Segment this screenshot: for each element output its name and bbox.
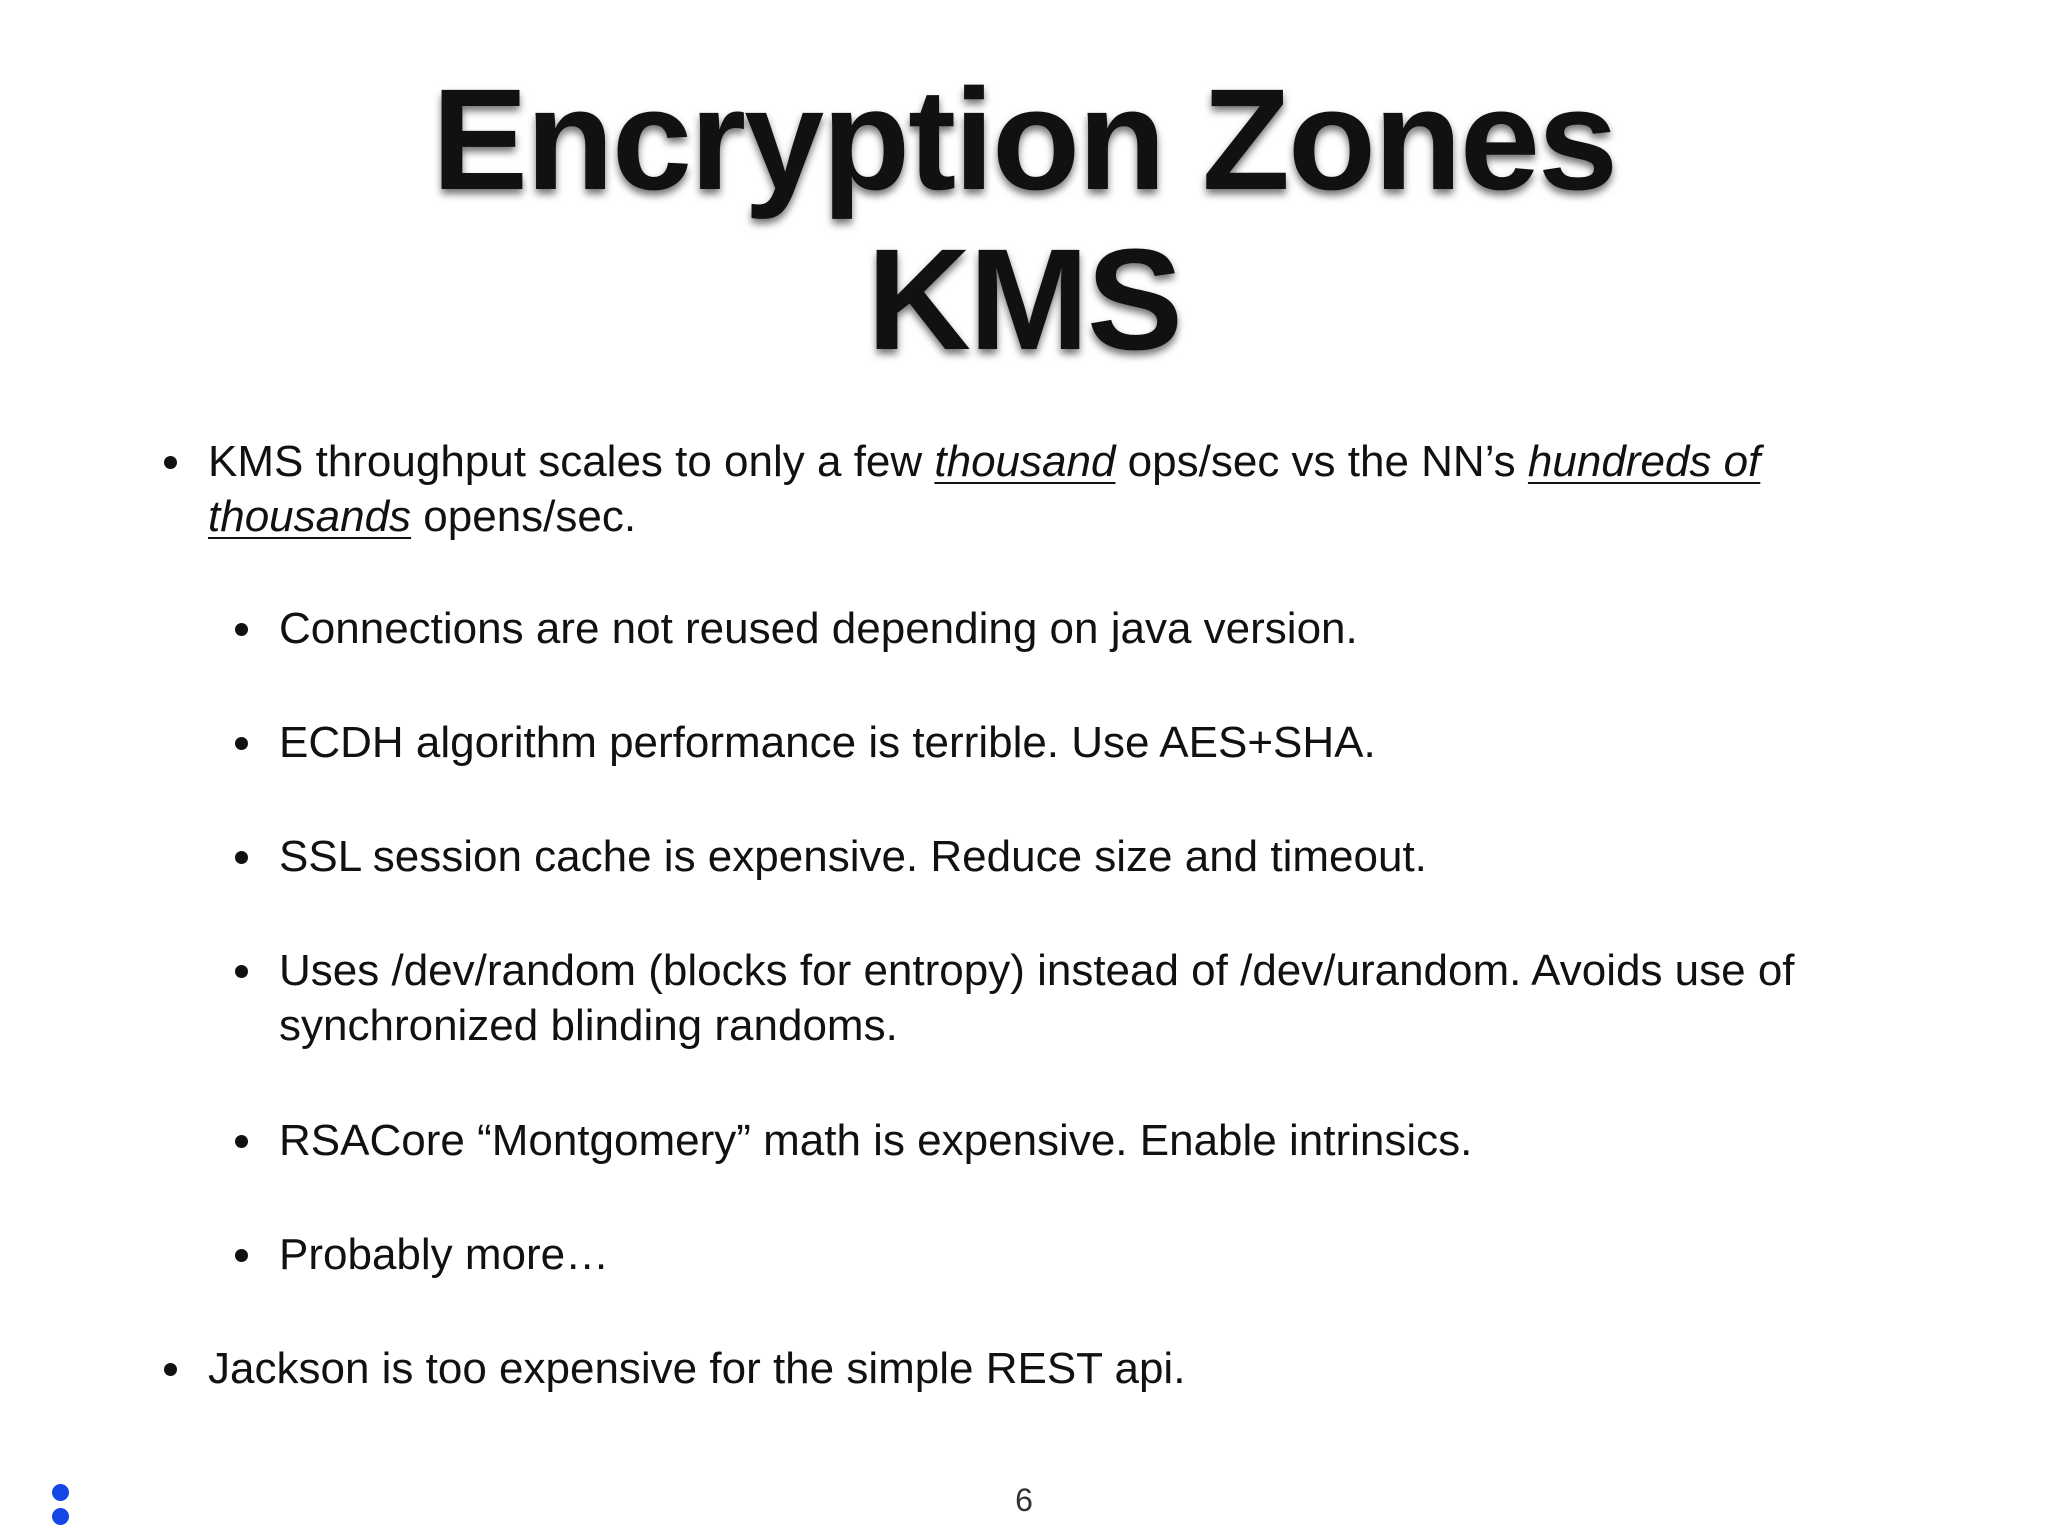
bullet-text-part: ops/sec vs the NN’s xyxy=(1115,437,1528,486)
nav-dot xyxy=(52,1484,69,1501)
bullet-text: RSACore “Montgomery” math is expensive. Enable intrinsics. xyxy=(279,1116,1473,1165)
bullet-dot xyxy=(164,456,177,469)
bullet-dot xyxy=(235,965,248,978)
bullet-item-dev-random xyxy=(279,943,1899,1053)
bullet-item-rsacore xyxy=(279,1113,1899,1168)
bullet-dot xyxy=(164,1363,177,1376)
bullet-dot xyxy=(235,1135,248,1148)
bullet-dot xyxy=(235,623,248,636)
emphasis-thousand: thousand xyxy=(934,437,1116,486)
bullet-text-part: opens/sec. xyxy=(411,492,637,541)
bullet-item-connections xyxy=(279,601,1899,656)
page-number: 6 xyxy=(1015,1482,1033,1518)
bullet-text: Jackson is too expensive for the simple REST api. xyxy=(208,1344,1186,1393)
emphasis-hundreds-of-thousands: hundreds of thousands xyxy=(208,437,1761,541)
bullet-text: ECDH algorithm performance is terrible. Use AES+SHA. xyxy=(279,718,1376,767)
bullet-item-jackson xyxy=(208,1341,1868,1396)
slide-title-line-2: KMS xyxy=(867,219,1181,380)
nav-dot xyxy=(52,1508,69,1525)
bullet-text: SSL session cache is expensive. Reduce size and timeout. xyxy=(279,832,1427,881)
bullet-item-ecdh xyxy=(279,715,1899,770)
bullet-item-probably-more xyxy=(279,1227,1899,1282)
more-vertical-icon[interactable] xyxy=(52,1480,70,1530)
bullet-dot xyxy=(235,1249,248,1262)
bullet-dot xyxy=(235,737,248,750)
bullet-text: Probably more… xyxy=(279,1230,610,1279)
slide-title-line-1: Encryption Zones xyxy=(431,59,1617,220)
bullet-item-throughput xyxy=(208,434,1868,544)
bullet-dot xyxy=(235,851,248,864)
bullet-text: Connections are not reused depending on java version. xyxy=(279,604,1358,653)
bullet-text: Uses /dev/random (blocks for entropy) instead of /dev/urandom. Avoids use of synchronized blinding randoms. xyxy=(279,946,1795,1050)
bullet-text-part: KMS throughput scales to only a few xyxy=(208,437,935,486)
bullet-item-ssl-cache xyxy=(279,829,1899,884)
